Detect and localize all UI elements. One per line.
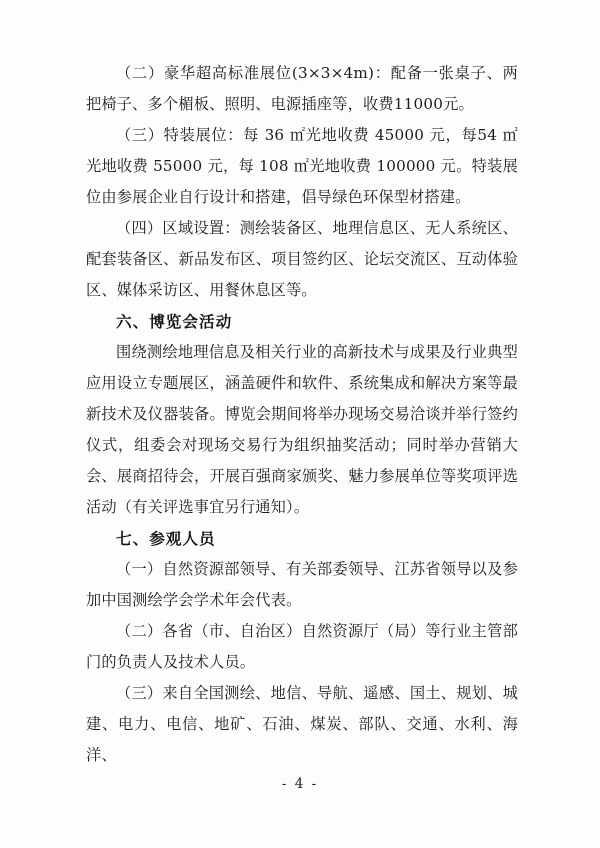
heading-participants: 七、参观人员: [116, 529, 216, 548]
paragraph-participants-2: （二）各省（市、自治区）自然资源厅（局）等行业主管部门的负责人及技术人员。: [86, 622, 518, 671]
document-body: [86, 58, 518, 771]
paragraph-expo-activities-body: 围绕测绘地理信息及相关行业的高新技术与成果及行业典型应用设立专题展区，涵盖硬件和软件、系统集成和解决方案等最新技术及仪器装备。博览会期间将举办现场交易洽谈并举行签约仪式，组委会对现场交易行为组织抽奖活动；同时举办营销大会、展商招待会，开展百强商家颁奖、魅力参展单位等奖项评选活动（有关评选事宜另行通知）。: [86, 343, 518, 516]
heading-expo-activities: 六、博览会活动: [116, 312, 233, 331]
paragraph-zone-setting: （四）区域设置：测绘装备区、地理信息区、无人系统区、配套装备区、新品发布区、项目签约区、论坛交流区、互动体验区、媒体采访区、用餐休息区等。: [86, 219, 518, 299]
page-number: - 4 -: [281, 776, 319, 792]
paragraph-participants-3: （三）来自全国测绘、地信、导航、遥感、国土、规划、城建、电力、电信、地矿、石油、煤炭、部队、交通、水利、海洋、: [86, 684, 518, 764]
paragraph-special-booth: （三）特装展位：每 36 ㎡光地收费 45000 元，每54 ㎡光地收费 55000 元，每 108 ㎡光地收费 100000 元。特装展位由参展企业自行设计和搭建，倡导绿色环保型材搭建。: [86, 126, 518, 206]
paragraph-luxury-booth: （二）豪华超高标准展位(3×3×4m)：配备一张桌子、两把椅子、多个楣板、照明、电源插座等，收费11000元。: [86, 64, 518, 113]
paragraph-participants-1: （一）自然资源部领导、有关部委领导、江苏省领导以及参加中国测绘学会学术年会代表。: [86, 560, 518, 609]
